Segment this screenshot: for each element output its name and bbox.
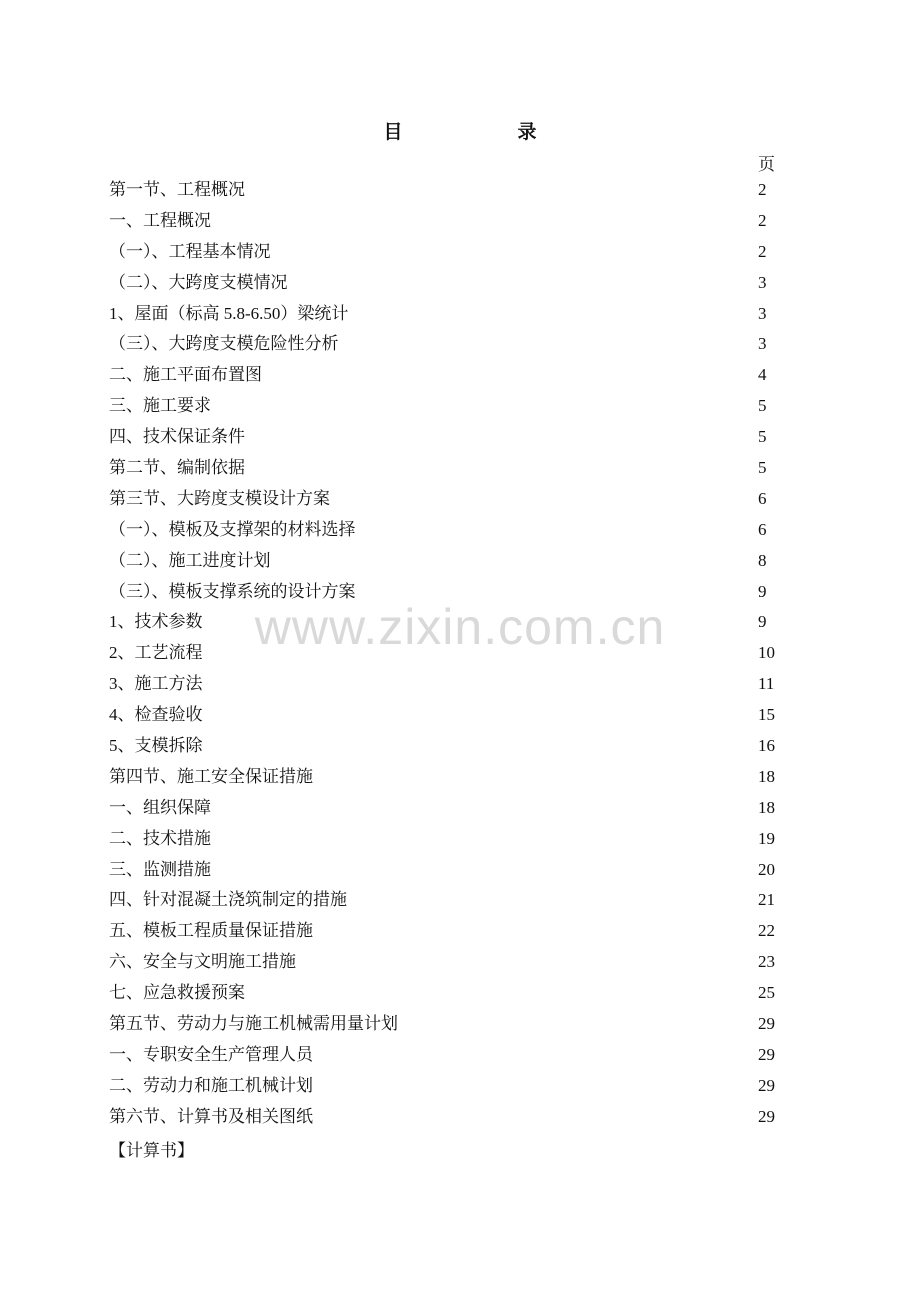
toc-entry-label[interactable]: 4、检查验收: [109, 705, 203, 725]
toc-entry-label[interactable]: 三、监测措施: [109, 859, 211, 879]
toc-entry-label[interactable]: （三）、大跨度支模危险性分析: [109, 334, 339, 354]
toc-entry-page-number: 29: [758, 1014, 775, 1034]
toc-entry-page-number: 10: [758, 643, 775, 663]
toc-entry[interactable]: [109, 484, 809, 515]
toc-entry-label[interactable]: 五、模板工程质量保证措施: [109, 921, 313, 941]
toc-entry-page-number: 18: [758, 766, 775, 786]
toc-entry[interactable]: [109, 206, 809, 237]
toc-entry[interactable]: [109, 360, 809, 391]
toc-entry-page-number: 21: [758, 890, 775, 910]
toc-entry[interactable]: [109, 237, 809, 268]
toc-entry-page-number: 6: [758, 488, 767, 508]
watermark: www.zixin.com.cn: [254, 599, 666, 655]
toc-entry-label[interactable]: 七、应急救援预案: [109, 983, 245, 1003]
toc-entry-label[interactable]: 第五节、劳动力与施工机械需用量计划: [109, 1014, 398, 1034]
toc-entry-label[interactable]: 二、施工平面布置图: [109, 365, 262, 385]
toc-entry-label[interactable]: 1、技术参数: [109, 612, 203, 632]
toc-entry-label[interactable]: 2、工艺流程: [109, 643, 203, 663]
toc-entry[interactable]: [109, 453, 809, 484]
toc-entry-label[interactable]: 第三节、大跨度支模设计方案: [109, 488, 330, 508]
toc-entry[interactable]: [109, 1040, 809, 1071]
toc-entry-label[interactable]: （一）、模板及支撑架的材料选择: [109, 519, 356, 539]
toc-entry-page-number: 3: [758, 272, 767, 292]
toc-entry-label[interactable]: 六、安全与文明施工措施: [109, 952, 296, 972]
toc-entry[interactable]: [109, 1102, 809, 1133]
toc-entry[interactable]: [109, 947, 809, 978]
page-column-header: 页: [758, 155, 775, 174]
toc-entry-page-number: 2: [758, 241, 767, 261]
toc-entry-page-number: 25: [758, 983, 775, 1003]
toc-entry[interactable]: [109, 638, 809, 669]
toc-entry[interactable]: [109, 175, 809, 206]
toc-entry[interactable]: [109, 299, 809, 330]
toc-entry-page-number: 22: [758, 921, 775, 941]
toc-entry-page-number: 29: [758, 1106, 775, 1126]
toc-entry-page-number: 15: [758, 705, 775, 725]
toc-entry-page-number: 8: [758, 550, 767, 570]
toc-entry-page-number: 9: [758, 581, 767, 601]
toc-entry-page-number: 2: [758, 180, 767, 199]
toc-entry-page-number: 3: [758, 334, 767, 354]
toc-entry[interactable]: [109, 329, 809, 360]
toc-entry[interactable]: [109, 855, 809, 886]
toc-entry-label[interactable]: 三、施工要求: [109, 396, 211, 416]
toc-entry-label[interactable]: 第一节、工程概况: [109, 180, 245, 199]
toc-entry-page-number: 20: [758, 859, 775, 879]
toc-entry-page-number: 29: [758, 1044, 775, 1064]
toc-entry[interactable]: [109, 391, 809, 422]
toc-entry[interactable]: [109, 1009, 809, 1040]
toc-entry-page-number: 6: [758, 519, 767, 539]
toc-entry-page-number: 23: [758, 952, 775, 972]
toc-entry-page-number: 11: [758, 674, 775, 694]
toc-entry-label[interactable]: 四、针对混凝土浇筑制定的措施: [109, 890, 347, 910]
toc-entry-page-number: 19: [758, 828, 775, 848]
toc-entry-label[interactable]: （三）、模板支撑系统的设计方案: [109, 581, 356, 601]
toc-entry[interactable]: [109, 978, 809, 1009]
toc-entry-page-number: 5: [758, 458, 767, 478]
toc-entry-label[interactable]: 第六节、计算书及相关图纸: [109, 1106, 313, 1126]
toc-entry-page-number: 3: [758, 303, 767, 323]
toc-entry[interactable]: [109, 793, 809, 824]
toc-entry-page-number: 29: [758, 1075, 775, 1095]
toc-entry-page-number: 18: [758, 797, 775, 817]
toc-entry-page-number: 4: [758, 365, 767, 385]
toc-entry-label[interactable]: （一）、工程基本情况: [109, 241, 271, 261]
toc-entry-label[interactable]: （二）、大跨度支模情况: [109, 272, 288, 292]
table-of-contents: [109, 175, 809, 1133]
toc-entry[interactable]: [109, 885, 809, 916]
toc-entry[interactable]: [109, 669, 809, 700]
toc-entry-label[interactable]: 一、工程概况: [109, 210, 211, 230]
toc-entry[interactable]: [109, 762, 809, 793]
toc-entry[interactable]: [109, 515, 809, 546]
toc-entry-label[interactable]: 第二节、编制依据: [109, 458, 245, 478]
page-title: 目 录: [383, 122, 585, 143]
toc-entry-label[interactable]: 四、技术保证条件: [109, 427, 245, 447]
toc-entry-label[interactable]: 二、劳动力和施工机械计划: [109, 1075, 313, 1095]
toc-entry-label[interactable]: 1、屋面（标高 5.8-6.50）梁统计: [109, 303, 349, 323]
toc-entry[interactable]: [109, 546, 809, 577]
toc-entry-page-number: 16: [758, 736, 775, 756]
toc-entry-label[interactable]: 3、施工方法: [109, 674, 203, 694]
toc-entry-page-number: 5: [758, 427, 767, 447]
toc-entry[interactable]: [109, 607, 809, 638]
toc-entry[interactable]: [109, 916, 809, 947]
toc-entry-label[interactable]: 一、组织保障: [109, 797, 211, 817]
toc-entry[interactable]: [109, 1071, 809, 1102]
toc-entry[interactable]: [109, 731, 809, 762]
toc-entry-page-number: 5: [758, 396, 767, 416]
calculation-book-note: 【计算书】: [109, 1141, 194, 1160]
toc-entry[interactable]: [109, 268, 809, 299]
toc-entry[interactable]: [109, 700, 809, 731]
toc-entry[interactable]: [109, 577, 809, 608]
toc-entry[interactable]: [109, 422, 809, 453]
toc-entry-page-number: 9: [758, 612, 767, 632]
toc-entry[interactable]: [109, 824, 809, 855]
toc-entry-label[interactable]: 第四节、施工安全保证措施: [109, 766, 313, 786]
toc-entry-label[interactable]: （二）、施工进度计划: [109, 550, 271, 570]
toc-entry-label[interactable]: 5、支模拆除: [109, 736, 203, 756]
toc-entry-page-number: 2: [758, 210, 767, 230]
toc-entry-label[interactable]: 一、专职安全生产管理人员: [109, 1044, 313, 1064]
toc-entry-label[interactable]: 二、技术措施: [109, 828, 211, 848]
